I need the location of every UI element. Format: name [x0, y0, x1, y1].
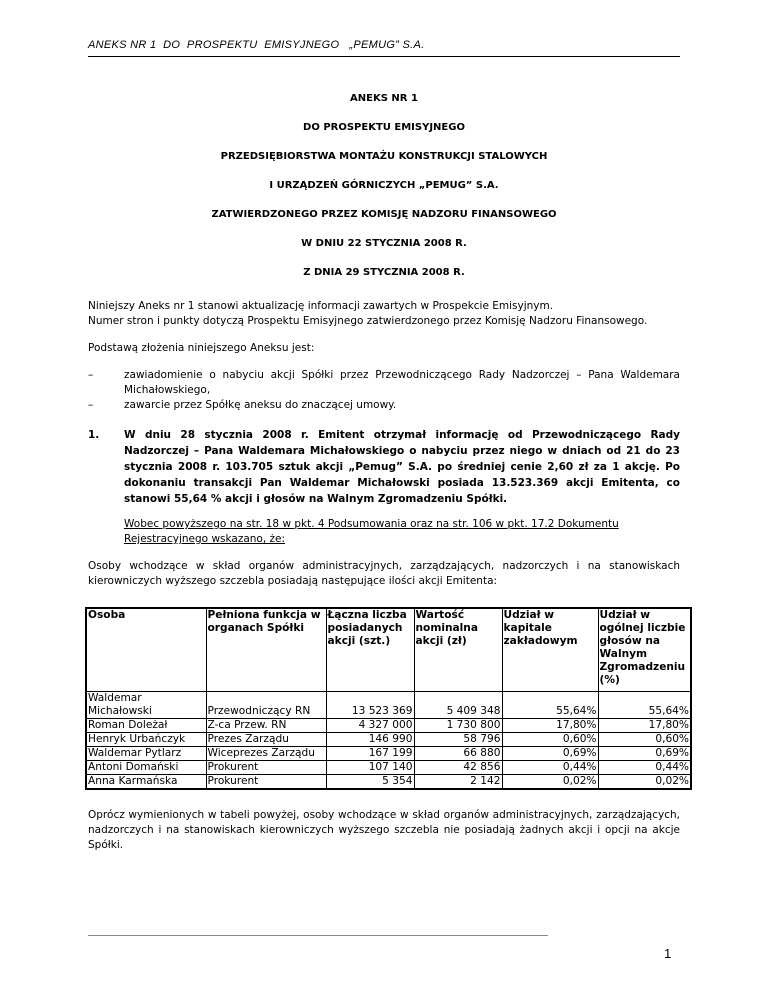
table-intro: Osoby wchodzące w skład organów administracyjnych, zarządzających, nadzorczych i na stanowiskach kierowniczych wyższego szczebla posiadają następujące ilości akcji Emitenta:	[88, 560, 680, 587]
function-cell: Przewodniczący RN	[206, 692, 326, 719]
footer-divider	[88, 935, 548, 936]
column-header: Udział w ogólnej liczbie głosów na Walnym Zgromadzeniu (%)	[598, 608, 691, 692]
person-cell: Antoni Domański	[86, 761, 206, 775]
capital-share-cell: 17,80%	[502, 719, 598, 733]
nominal-value-cell: 1 730 800	[414, 719, 502, 733]
table-header-row	[86, 608, 691, 692]
nominal-value-cell: 5 409 348	[414, 692, 502, 719]
basis-label: Podstawą złożenia niniejszego Aneksu jest:	[88, 342, 315, 354]
shares-cell: 107 140	[326, 761, 414, 775]
votes-share-cell: 55,64%	[598, 692, 691, 719]
bullet-item	[88, 368, 680, 398]
intro-paragraph	[88, 299, 680, 329]
capital-share-cell: 0,69%	[502, 747, 598, 761]
table-row	[86, 733, 691, 747]
table-row	[86, 775, 691, 790]
bullet-dash: –	[88, 399, 94, 411]
votes-share-cell: 17,80%	[598, 719, 691, 733]
table-row	[86, 719, 691, 733]
title-line: I URZĄDZEŃ GÓRNICZYCH „PEMUG” S.A.	[269, 180, 499, 191]
intro-line: Niniejszy Aneks nr 1 stanowi aktualizację informacji zawartych w Prospekcie Emisyjnym.	[88, 300, 554, 312]
column-header: Osoba	[86, 608, 206, 692]
table-row	[86, 747, 691, 761]
shares-cell: 4 327 000	[326, 719, 414, 733]
votes-share-cell: 0,02%	[598, 775, 691, 790]
shares-cell: 146 990	[326, 733, 414, 747]
function-cell: Wiceprezes Zarządu	[206, 747, 326, 761]
document-title	[88, 84, 680, 287]
capital-share-cell: 0,44%	[502, 761, 598, 775]
title-line: ZATWIERDZONEGO PRZEZ KOMISJĘ NADZORU FINANSOWEGO	[211, 209, 557, 220]
title-line: W DNIU 22 STYCZNIA 2008 R.	[301, 238, 467, 249]
column-header: Wartość nominalna akcji (zł)	[414, 608, 502, 692]
table-row	[86, 692, 691, 719]
nominal-value-cell: 2 142	[414, 775, 502, 790]
running-header: ANEKS NR 1 DO PROSPEKTU EMISYJNEGO „PEMUG” S.A.	[88, 39, 425, 51]
votes-share-cell: 0,69%	[598, 747, 691, 761]
nominal-value-cell: 58 796	[414, 733, 502, 747]
capital-share-cell: 55,64%	[502, 692, 598, 719]
shares-cell: 13 523 369	[326, 692, 414, 719]
bullet-text: zawiadomienie o nabyciu akcji Spółki przez Przewodniczącego Rady Nadzorczej – Pana Waldemara Michałowskiego,	[124, 369, 680, 396]
page-number: 1	[664, 946, 672, 961]
person-cell: Waldemar Michałowski	[86, 692, 206, 719]
person-cell: Waldemar Pytlarz	[86, 747, 206, 761]
person-cell: Anna Karmańska	[86, 775, 206, 790]
title-line: PRZEDSIĘBIORSTWA MONTAŻU KONSTRUKCJI STALOWYCH	[220, 151, 548, 162]
title-line: Z DNIA 29 STYCZNIA 2008 R.	[303, 267, 465, 278]
column-header: Łączna liczba posiadanych akcji (szt.)	[326, 608, 414, 692]
capital-share-cell: 0,60%	[502, 733, 598, 747]
votes-share-cell: 0,60%	[598, 733, 691, 747]
function-cell: Prokurent	[206, 775, 326, 790]
header-divider	[88, 56, 680, 57]
title-line: ANEKS NR 1	[350, 93, 418, 104]
reference-note: Wobec powyższego na str. 18 w pkt. 4 Podsumowania oraz na str. 106 w pkt. 17.2 Dokumentu Rejestracyjnego wskazano, że:	[124, 518, 619, 545]
table-wrapper	[85, 607, 689, 790]
bullet-dash: –	[88, 369, 94, 381]
section-1	[88, 427, 680, 507]
person-cell: Roman Doleżał	[86, 719, 206, 733]
shares-cell: 5 354	[326, 775, 414, 790]
section-number: 1.	[88, 429, 100, 441]
nominal-value-cell: 66 880	[414, 747, 502, 761]
column-header: Pełniona funkcja w organach Spółki	[206, 608, 326, 692]
document-body	[88, 84, 689, 853]
column-header: Udział w kapitale zakładowym	[502, 608, 598, 692]
function-cell: Prezes Zarządu	[206, 733, 326, 747]
shareholdings-table	[85, 607, 692, 790]
closing-paragraph: Oprócz wymienionych w tabeli powyżej, osoby wchodzące w skład organów administracyjnych, zarządzających, nadzorczych i na stanowiskach kierowniczych wyższego szczebla nie posiadają żadnych akcji i opcji na akcje Spółki.	[88, 809, 680, 851]
votes-share-cell: 0,44%	[598, 761, 691, 775]
section-1-text: W dniu 28 stycznia 2008 r. Emitent otrzymał informację od Przewodniczącego Rady Nadzorczej – Pana Waldemara Michałowskiego o nabyciu przez niego w dniach od 21 do 23 stycznia 2008 r. 103.705 sztuk akcji „Pemug” S.A. po średniej cenie 2,60 zł za 1 akcję. Po dokonaniu transakcji Pan Waldemar Michałowski posiada 13.523.369 akcji Emitenta, co stanowi 55,64 % akcji i głosów na Walnym Zgromadzeniu Spółki.	[124, 429, 680, 505]
nominal-value-cell: 42 856	[414, 761, 502, 775]
function-cell: Z-ca Przew. RN	[206, 719, 326, 733]
shares-cell: 167 199	[326, 747, 414, 761]
bullet-text: zawarcie przez Spółkę aneksu do znaczącej umowy.	[124, 399, 397, 411]
title-line: DO PROSPEKTU EMISYJNEGO	[303, 122, 465, 133]
capital-share-cell: 0,02%	[502, 775, 598, 790]
bullet-item	[88, 398, 680, 413]
person-cell: Henryk Urbańczyk	[86, 733, 206, 747]
table-row	[86, 761, 691, 775]
intro-line: Numer stron i punkty dotyczą Prospektu Emisyjnego zatwierdzonego przez Komisję Nadzoru Finansowego.	[88, 315, 648, 327]
function-cell: Prokurent	[206, 761, 326, 775]
